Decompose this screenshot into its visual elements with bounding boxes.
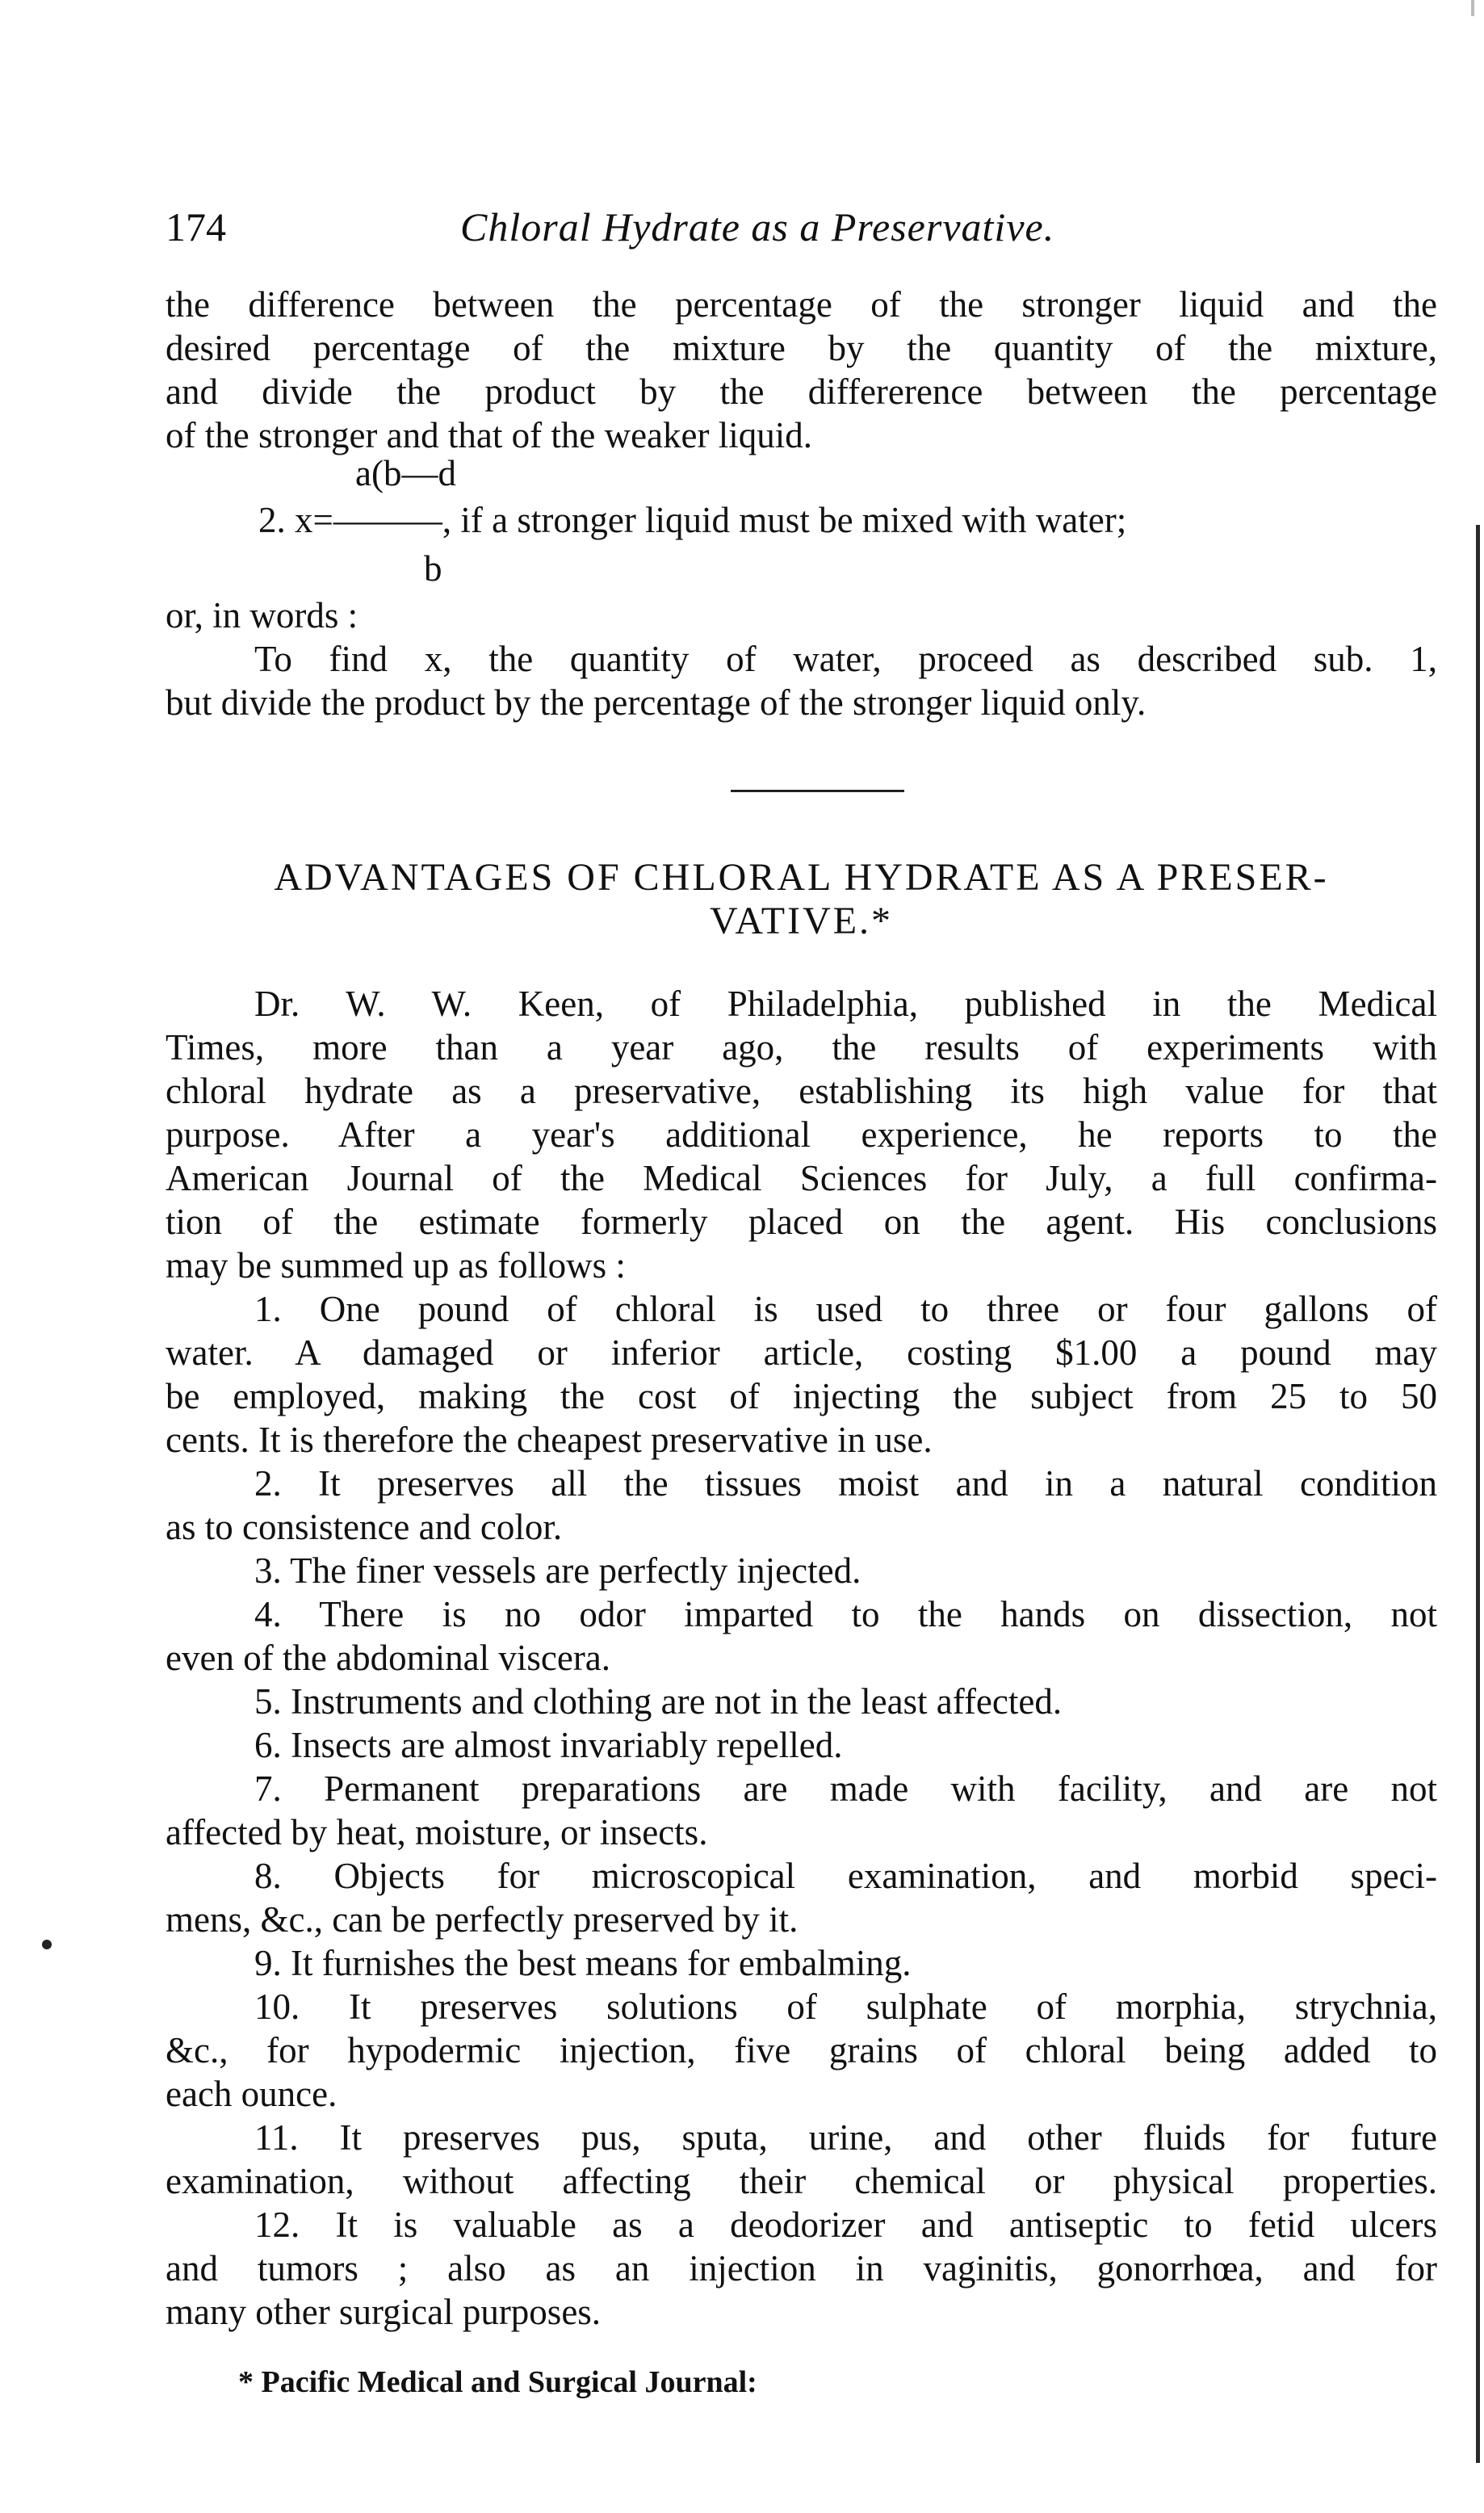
text-line: Dr. W. W. Keen, of Philadelphia, published in the Medical xyxy=(254,984,1437,1024)
list-item-2: 2. It preserves all the tissues moist and in a natural condition xyxy=(254,1463,1437,1504)
list-item-7: 7. Permanent preparations are made with facility, and are not xyxy=(254,1768,1437,1809)
text-line: examination, without affecting their chemical or physical properties. xyxy=(166,2161,1437,2201)
text-line: cents. It is therefore the cheapest preservative in use. xyxy=(166,1420,933,1460)
article-body xyxy=(166,982,1437,2334)
text-line: but divide the product by the percentage of the stronger liquid only. xyxy=(166,682,1147,723)
heading-line-2: VATIVE.* xyxy=(709,900,894,942)
text-line: be employed, making the cost of injecting the subject from 25 to 50 xyxy=(166,1376,1437,1416)
section-divider xyxy=(731,790,904,792)
text-line: mens, &c., can be perfectly preserved by it. xyxy=(166,1899,799,1940)
text-line: Times, more than a year ago, the results of experiments with xyxy=(166,1027,1437,1068)
text-line: desired percentage of the mixture by the quantity of the mixture, xyxy=(166,328,1437,368)
words-paragraph xyxy=(166,594,1437,724)
text-line: and tumors ; also as an injection in vaginitis, gonorrhœa, and for xyxy=(166,2248,1437,2289)
text-line: &c., for hypodermic injection, five grains of chloral being added to xyxy=(166,2030,1437,2070)
text-line: or, in words : xyxy=(166,595,358,636)
stray-ink-dot xyxy=(42,1940,52,1949)
list-item-1: 1. One pound of chloral is used to three or four gallons of xyxy=(254,1289,1437,1329)
dilution-formula xyxy=(258,452,1469,598)
text-line: each ounce. xyxy=(166,2074,337,2114)
page-edge-shadow xyxy=(1476,525,1480,2463)
text-line: as to consistence and color. xyxy=(166,1507,563,1547)
list-item-3: 3. The finer vessels are perfectly injected. xyxy=(254,1550,861,1591)
page-number: 174 xyxy=(166,204,226,250)
text-line: many other surgical purposes. xyxy=(166,2292,602,2332)
list-item-12: 12. It is valuable as a deodorizer and antiseptic to fetid ulcers xyxy=(254,2205,1437,2245)
list-item-10: 10. It preserves solutions of sulphate of morphia, strychnia, xyxy=(254,1986,1437,2027)
list-item-8: 8. Objects for microscopical examination, and morbid speci- xyxy=(254,1856,1437,1896)
text-line: even of the abdominal viscera. xyxy=(166,1638,611,1678)
list-item-11: 11. It preserves pus, sputa, urine, and other fluids for future xyxy=(254,2117,1437,2158)
formula-main-line: 2. x=———, if a stronger liquid must be mixed with water; xyxy=(258,500,1127,540)
text-line: To find x, the quantity of water, proceed as described sub. 1, xyxy=(254,639,1437,679)
text-line: the difference between the percentage of the stronger liquid and the xyxy=(166,284,1437,325)
text-line: water. A damaged or inferior article, costing $1.00 a pound may xyxy=(166,1332,1437,1373)
text-line: affected by heat, moisture, or insects. xyxy=(166,1812,708,1852)
formula-numerator: a(b—d xyxy=(355,453,456,493)
page-header xyxy=(166,203,1393,260)
list-item-6: 6. Insects are almost invariably repelled. xyxy=(254,1725,843,1765)
footnote: * Pacific Medical and Surgical Journal: xyxy=(238,2365,757,2399)
text-line: tion of the estimate formerly placed on the agent. His conclusions xyxy=(166,1202,1437,1242)
formula-denominator: b xyxy=(424,548,442,589)
list-item-4: 4. There is no odor imparted to the hands on dissection, not xyxy=(254,1594,1437,1634)
text-line: of the stronger and that of the weaker liquid. xyxy=(166,415,812,455)
section-heading xyxy=(166,856,1437,943)
text-line: purpose. After a year's additional experience, he reports to the xyxy=(166,1114,1437,1155)
text-line: and divide the product by the differerence between the percentage xyxy=(166,371,1437,412)
list-item-9: 9. It furnishes the best means for embalming. xyxy=(254,1943,912,1983)
text-line: American Journal of the Medical Sciences for July, a full confirma- xyxy=(166,1158,1437,1198)
scan-edge-mark xyxy=(1471,0,1474,16)
running-title: Chloral Hydrate as a Preservative. xyxy=(460,204,1055,250)
text-line: may be summed up as follows : xyxy=(166,1245,626,1286)
text-line: chloral hydrate as a preservative, establishing its high value for that xyxy=(166,1071,1437,1111)
heading-line-1: ADVANTAGES OF CHLORAL HYDRATE AS A PRESER- xyxy=(274,856,1329,899)
intro-paragraph xyxy=(166,283,1437,457)
list-item-5: 5. Instruments and clothing are not in the least affected. xyxy=(254,1681,1063,1722)
